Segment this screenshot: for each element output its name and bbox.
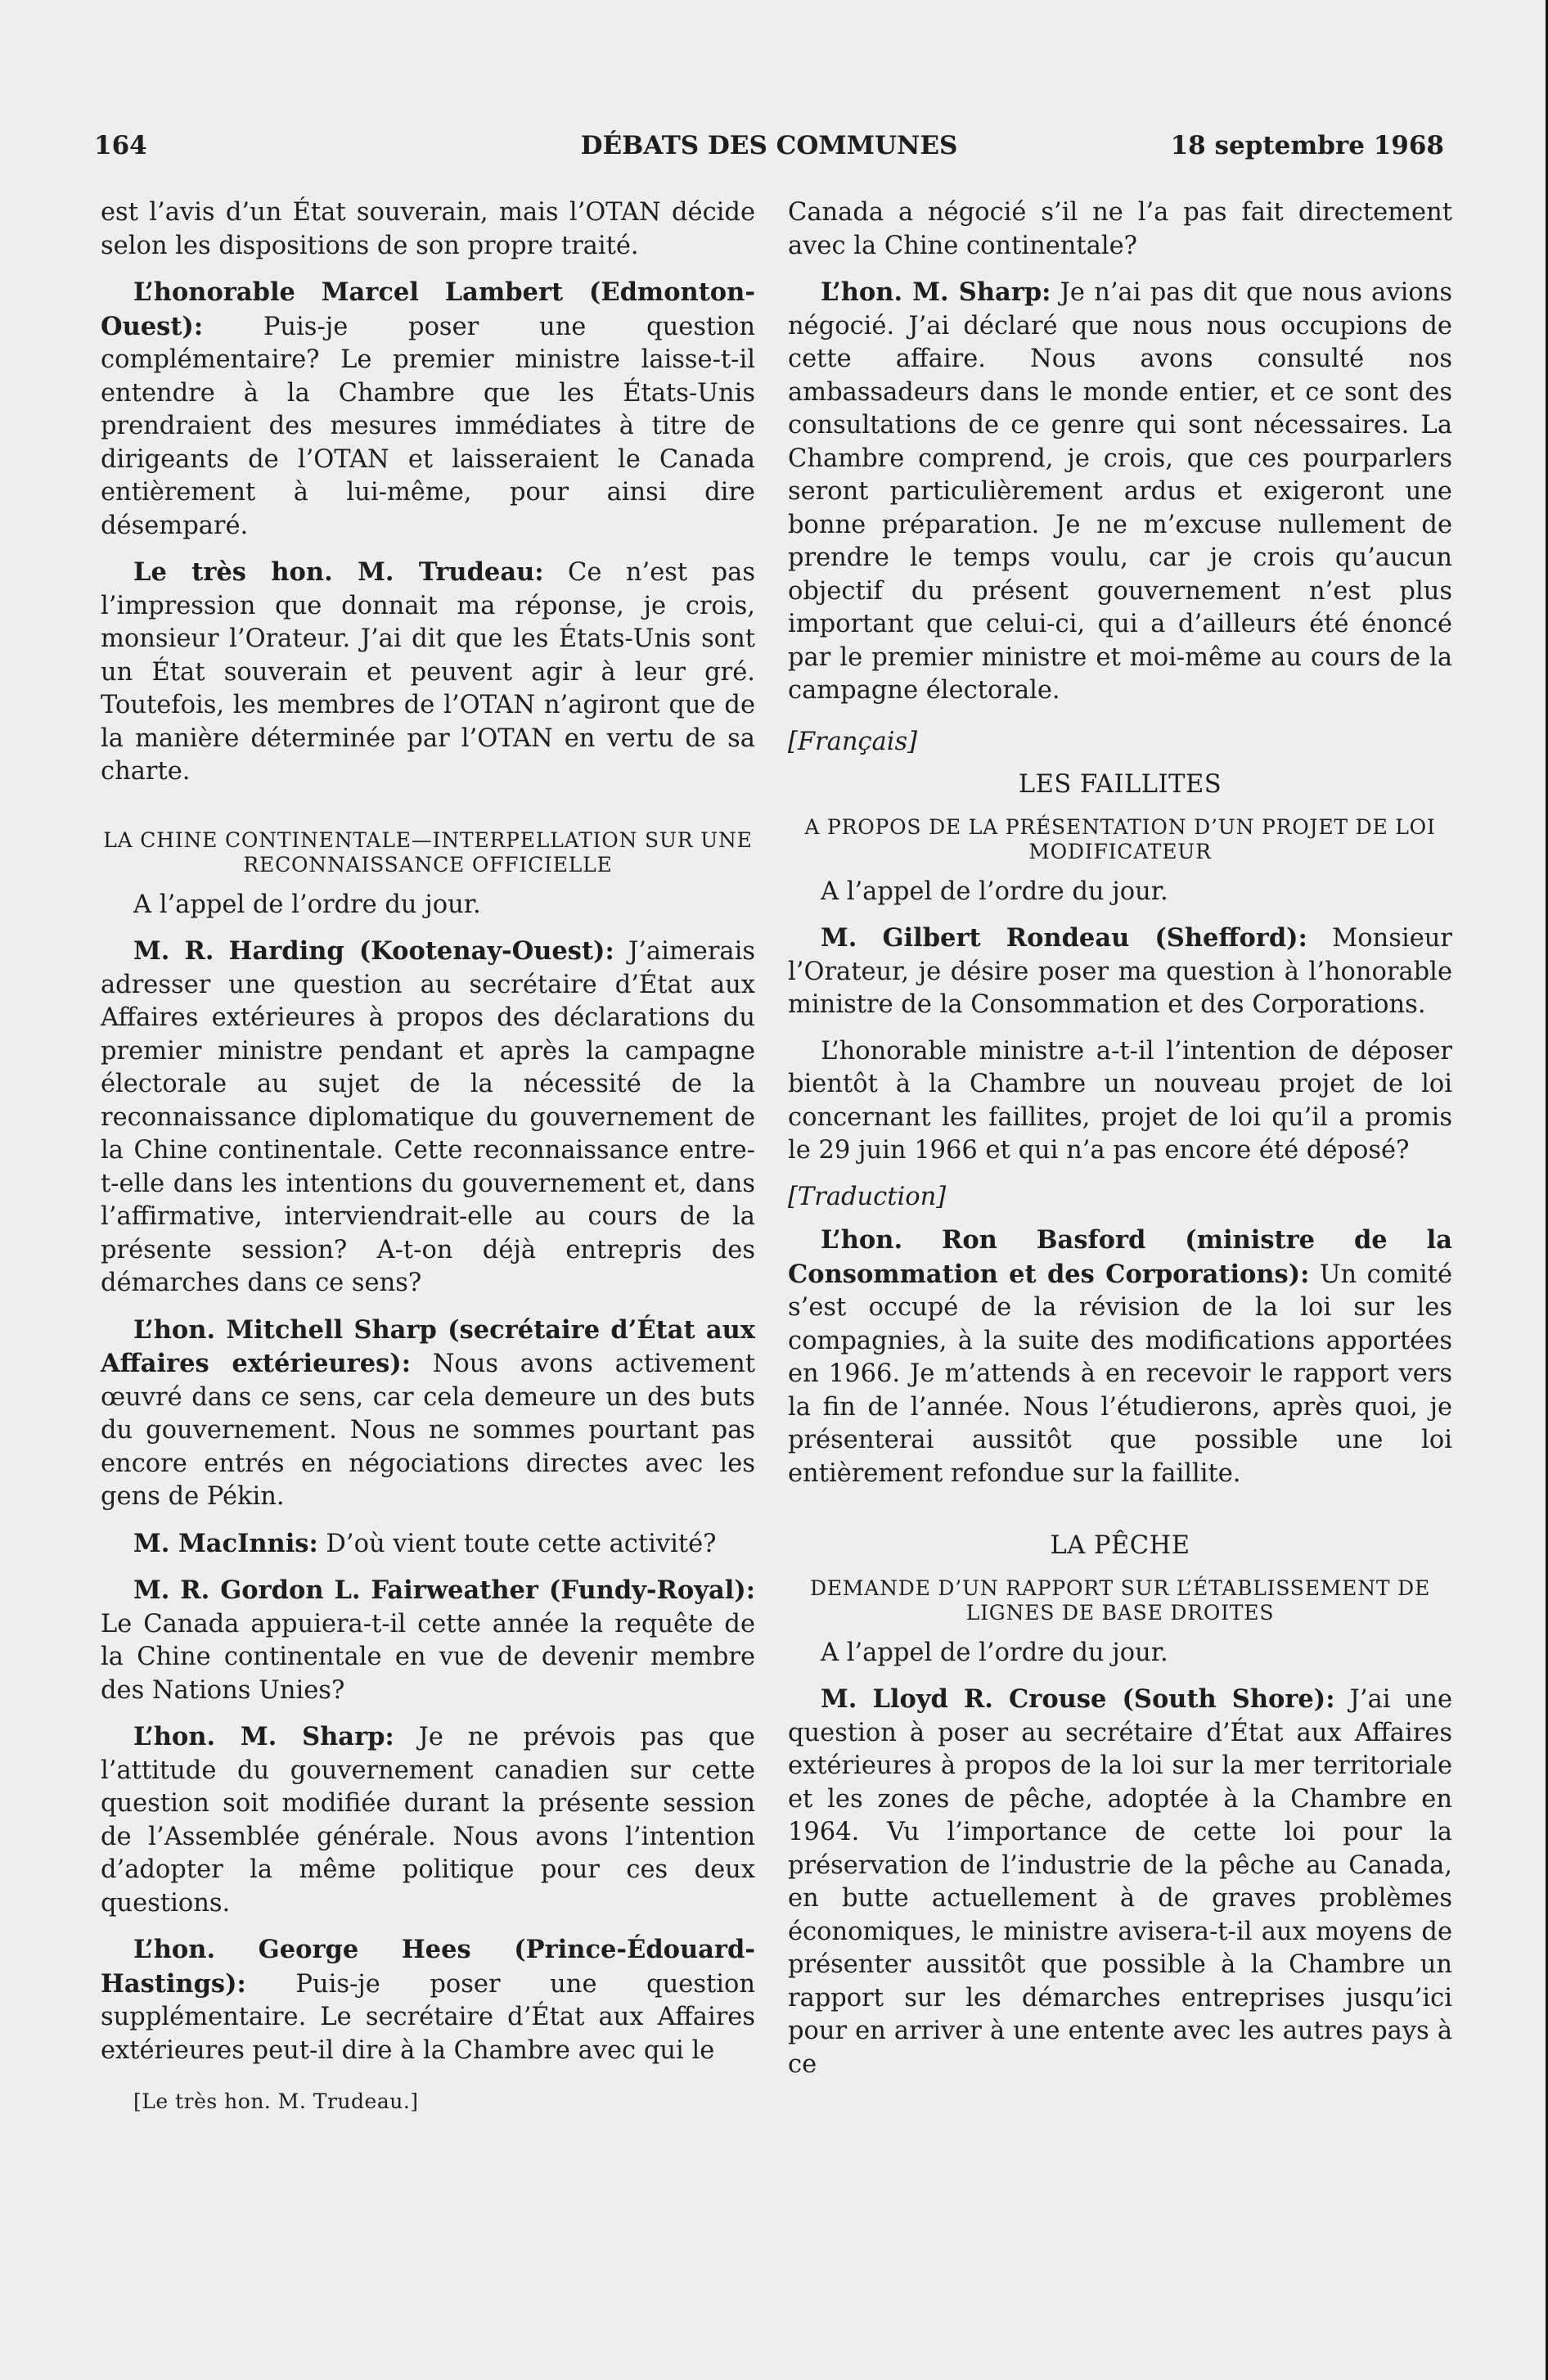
language-marker: [Traduction]	[788, 1182, 947, 1211]
speaker: M. Lloyd R. Crouse (South Shore):	[821, 1684, 1335, 1714]
paragraph-text: Nous avons activement œuvré dans ce sens, car cela demeure un des buts du gouvernement. Nous ne sommes pourtant pas encore entrés en négociations directes avec les gens de Pékin.	[101, 1350, 756, 1511]
paragraph-text: Puis-je poser une question supplémentaire. Le secrétaire d’État aux Affaires extérieures peut-il dire à la Chambre avec qui le	[101, 1969, 755, 2065]
left-column	[101, 196, 755, 2119]
paragraph	[788, 276, 1452, 708]
paragraph	[101, 196, 755, 263]
paragraph	[788, 1224, 1452, 1490]
paragraph-text: Ce n’est pas l’impression que donnait ma réponse, je crois, monsieur l’Orateur. J’ai dit que les États-Unis sont un État souverain et peuvent agir à leur gré. Toutefois, les membres de l’OTAN n’agiront que de la manière déterminée par l’OTAN en vertu de sa charte.	[101, 558, 755, 786]
paragraph-text: Un comité s’est occupé de la révision de la loi sur les compagnies, à la suite des modifications apportées en 1966. Je m’attends à en recevoir le rapport vers la fin de l’année. Nous l’étudierons, après quoi, je présenterai aussitôt que possible une loi entièrement refondue sur la faillite.	[788, 1260, 1452, 1488]
order-of-day: A l’appel de l’ordre du jour.	[821, 1638, 1168, 1667]
page-header	[94, 131, 1444, 172]
language-marker: [Français]	[788, 727, 918, 756]
paragraph	[788, 1035, 1452, 1168]
paragraph	[101, 276, 755, 543]
paragraph-text: Canada a négocié s’il ne l’a pas fait directement avec la Chine continentale?	[788, 198, 1452, 260]
speaker: L’hon. George Hees (Prince-Édouard-Hastings):	[101, 1935, 755, 1999]
speaker: M. Gilbert Rondeau (Shefford):	[821, 923, 1307, 953]
paragraph-text: est l’avis d’un État souverain, mais l’OTAN décide selon les dispositions de son propre traité.	[101, 198, 755, 260]
paragraph-text: Puis-je poser une question complémentaire? Le premier ministre laisse-t-il entendre à la Chambre que les États-Unis prendraient des mesures immédiates à titre de dirigeants de l’OTAN et laisseraient le Canada entièrement à lui-même, pour ainsi dire désemparé.	[101, 312, 755, 540]
speaker: L’hon. M. Sharp:	[821, 277, 1051, 307]
section-heading: LES FAILLITES	[1018, 770, 1222, 799]
paragraph-text: Je ne prévois pas que l’attitude du gouvernement canadien sur cette question soit modifiée durant la présente session de l’Assemblée générale. Nous avons l’intention d’adopter la même politique pour ces deux questions.	[101, 1723, 755, 1918]
speaker: L’hon. M. Sharp:	[133, 1722, 394, 1751]
page-date: 18 septembre 1968	[1170, 131, 1444, 160]
paragraph	[101, 1574, 755, 1707]
paragraph	[788, 196, 1452, 263]
section-subheading: LA CHINE CONTINENTALE—INTERPELLATION SUR UNE RECONNAISSANCE OFFICIELLE	[103, 827, 753, 877]
paragraph	[788, 1683, 1452, 2081]
speaker: L’hon. Ron Basford (ministre de la Consommation et des Corporations):	[788, 1225, 1452, 1289]
page-number: 164	[94, 131, 147, 160]
page-title: DÉBATS DES COMMUNES	[580, 131, 958, 160]
speaker: M. MacInnis:	[133, 1528, 318, 1558]
speaker: L’hon. Mitchell Sharp (secrétaire d’État aux Affaires extérieures):	[101, 1314, 755, 1378]
paragraph-text: D’où vient toute cette activité?	[317, 1529, 717, 1558]
paragraph-text: J’ai une question à poser au secrétaire d’État aux Affaires extérieures à propos de la loi sur la mer territoriale et les zones de pêche, adoptée à la Chambre en 1964. Vu l’importance de cette loi pour la préservation de l’industrie de la pêche au Canada, en butte actuellement à de graves problèmes économiques, le ministre avisera-t-il aux moyens de présenter aussitôt que possible à la Chambre un rapport sur les démarches entreprises jusqu’ici pour en arriver à une entente avec les autres pays à ce	[788, 1685, 1453, 2079]
speaker: L’honorable Marcel Lambert (Edmonton-Ouest):	[101, 277, 755, 341]
order-of-day: A l’appel de l’ordre du jour.	[821, 877, 1168, 906]
speaker: M. R. Harding (Kootenay-Ouest):	[133, 936, 614, 966]
paragraph	[101, 1527, 755, 1562]
section-subheading: DEMANDE D’UN RAPPORT SUR L’ÉTABLISSEMENT DE LIGNES DE BASE DROITES	[809, 1575, 1431, 1625]
paragraph-text: L’honorable ministre a-t-il l’intention de déposer bientôt à la Chambre un nouveau projet de loi concernant les faillites, projet de loi qu’il a promis le 29 juin 1966 et qui n’a pas encore été déposé?	[788, 1036, 1452, 1165]
speaker: Le très hon. M. Trudeau:	[133, 557, 544, 587]
right-column	[788, 196, 1452, 2094]
paragraph-text: Le Canada appuiera-t-il cette année la requête de la Chine continentale en vue de devenir membre des Nations Unies?	[101, 1609, 755, 1705]
paragraph-text: Monsieur l’Orateur, je désire poser ma question à l’honorable ministre de la Consommation et des Corporations.	[788, 924, 1452, 1019]
paragraph	[101, 1720, 755, 1920]
paragraph	[101, 556, 755, 789]
paragraph	[788, 922, 1452, 1022]
paragraph	[101, 1933, 755, 2067]
speaker: M. R. Gordon L. Fairweather (Fundy-Royal):	[133, 1575, 755, 1605]
paragraph-text: Je n’ai pas dit que nous avions négocié. J’ai déclaré que nous nous occupions de cette affaire. Nous avons consulté nos ambassadeurs dans le monde entier, et ce sont des consultations de ce genre qui sont nécessaires. La Chambre comprend, je crois, que ces pourparlers seront particulièrement ardus et exigeront une bonne préparation. Je ne m’excuse nullement de prendre le temps voulu, car je crois qu’aucun objectif du présent gouvernement n’est plus important que celui-ci, qui a d’ailleurs été énoncé par le premier ministre et moi-même au cours de la campagne électorale.	[788, 278, 1452, 705]
paragraph	[101, 935, 755, 1300]
section-heading: LA PÊCHE	[1050, 1531, 1190, 1560]
paragraph-text: J’aimerais adresser une question au secrétaire d’État aux Affaires extérieures à propos des déclarations du premier ministre pendant et après la campagne électorale au sujet de la nécessité de la reconnaissance diplomatique du gouvernement de la Chine continentale. Cette reconnaissance entre-t-elle dans les intentions du gouvernement et, dans l’affirmative, interviendrait-elle au cours de la présente session? A-t-on déjà entrepris des démarches dans ce sens?	[101, 937, 755, 1297]
footer-note: [Le très hon. M. Trudeau.]	[133, 2089, 419, 2113]
paragraph	[101, 1314, 755, 1514]
section-subheading: A PROPOS DE LA PRÉSENTATION D’UN PROJET DE LOI MODIFICATEUR	[804, 814, 1436, 863]
order-of-day: A l’appel de l’ordre du jour.	[133, 890, 481, 919]
